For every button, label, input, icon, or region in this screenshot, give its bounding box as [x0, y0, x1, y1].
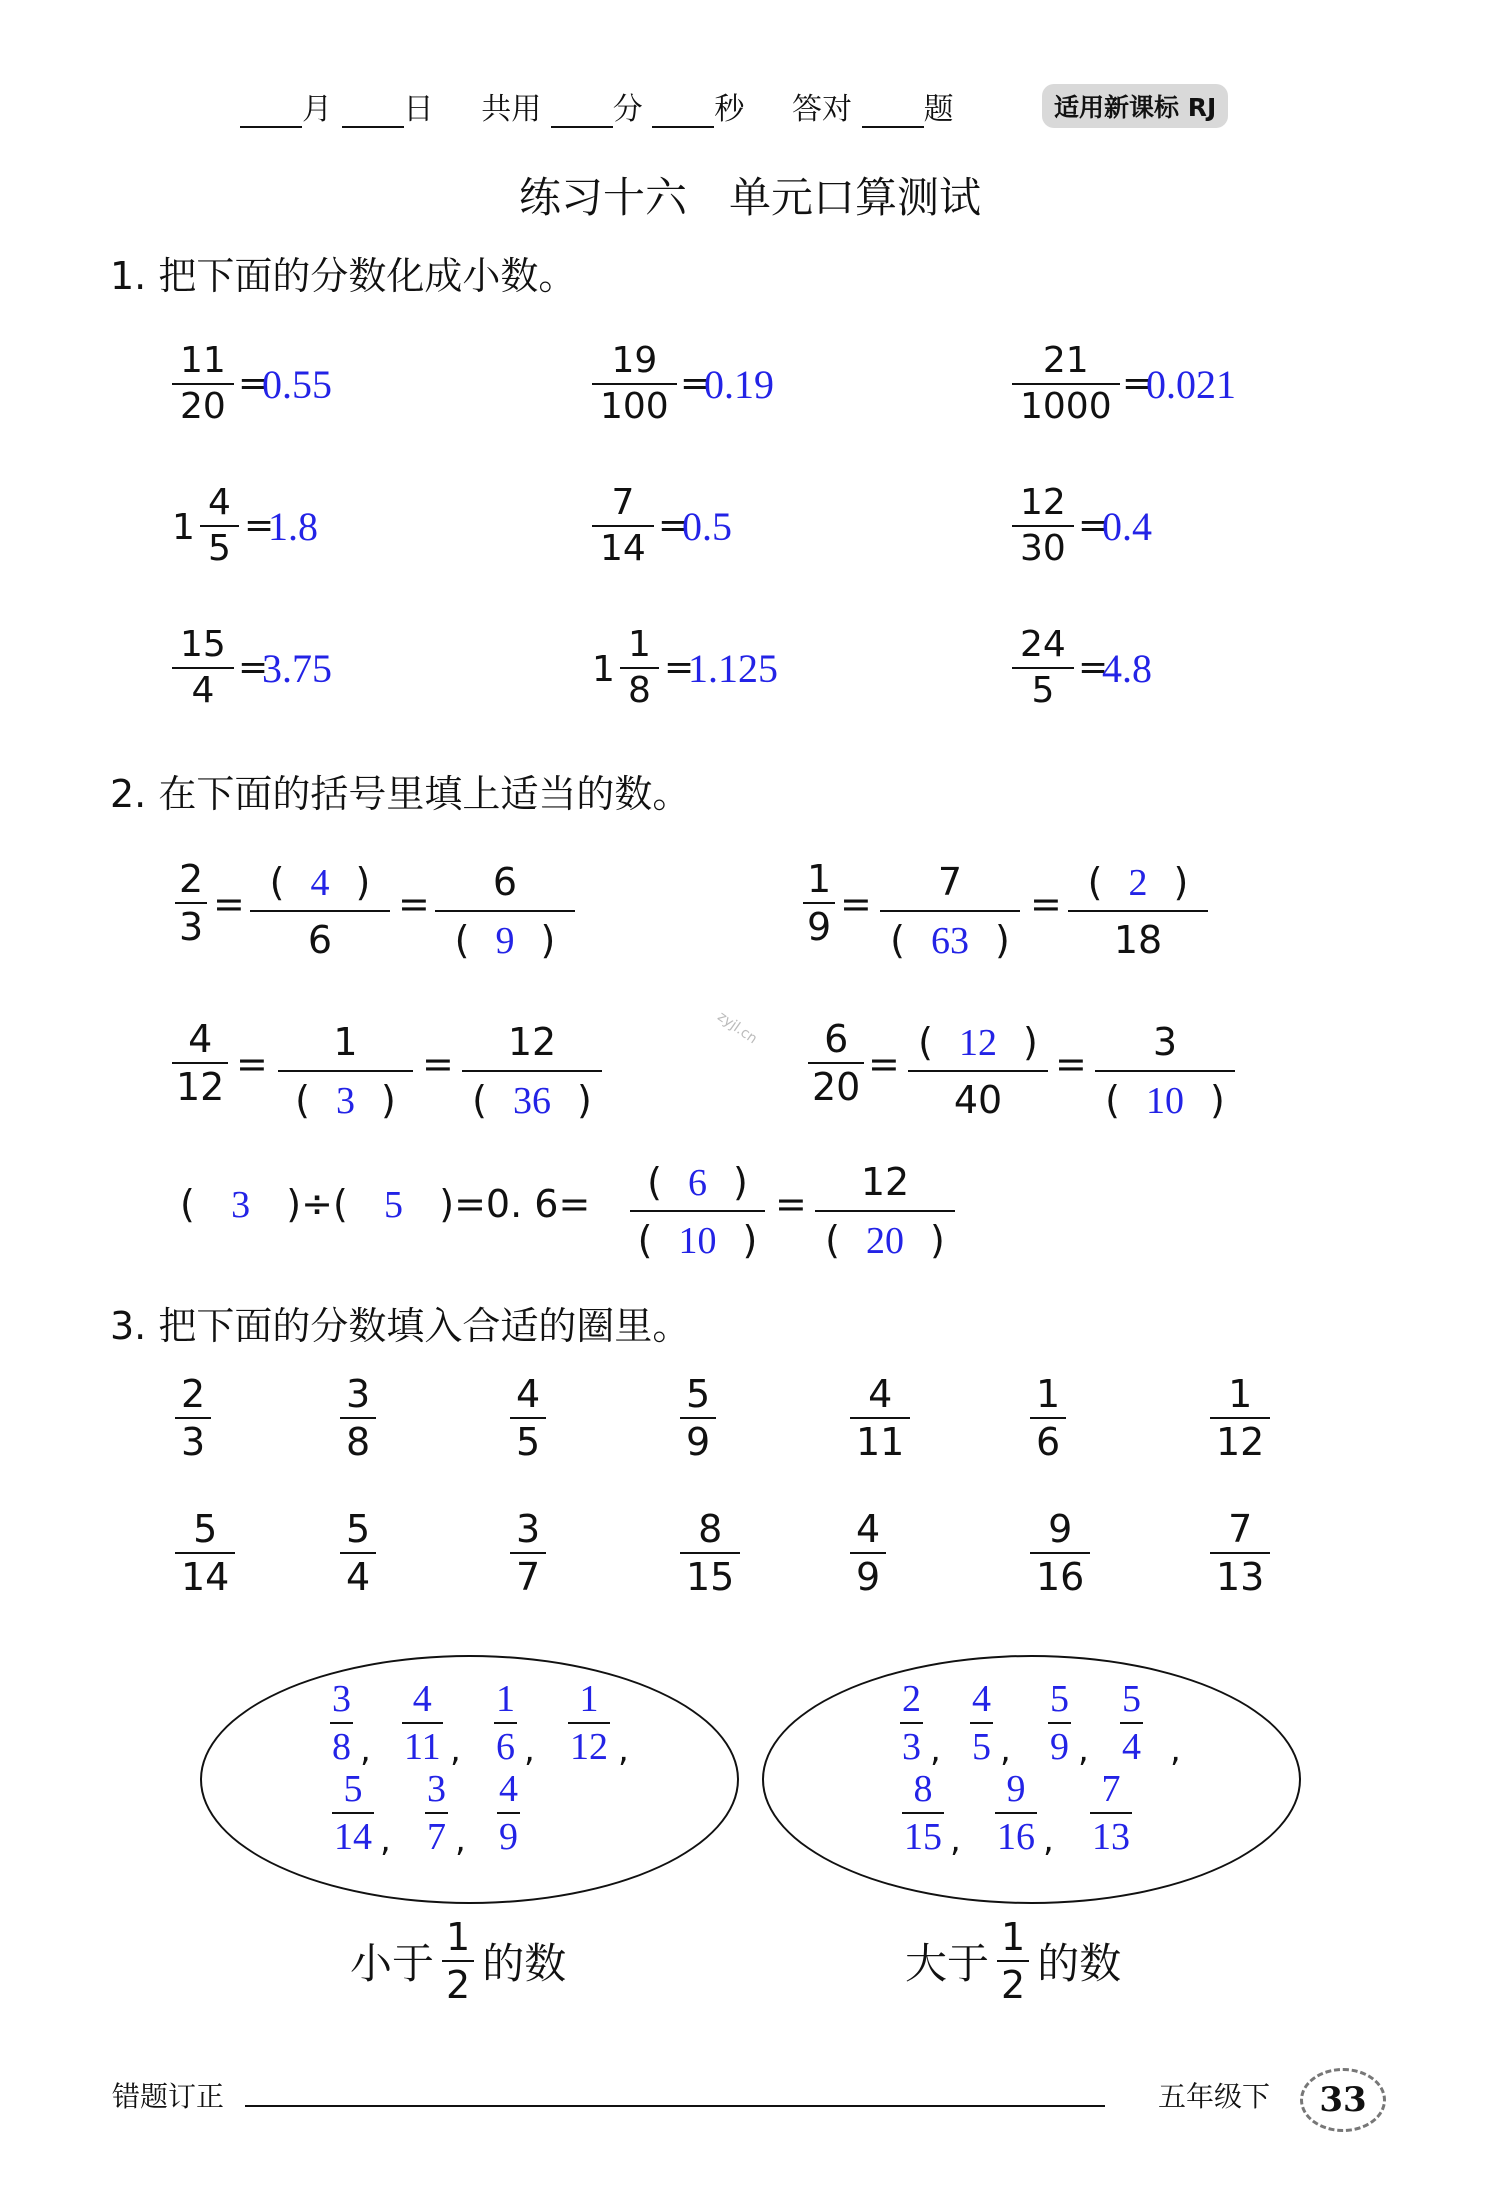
answer-value: 10: [1146, 1080, 1184, 1122]
q1-fraction-den: 30: [1020, 528, 1066, 569]
oval-fraction: [568, 1680, 610, 1766]
q1-fraction-num: 7: [611, 482, 635, 523]
q3-fraction-den: 12: [1216, 1420, 1265, 1464]
q2-num: 7: [937, 860, 963, 904]
oval-fraction-den: 13: [1092, 1816, 1130, 1858]
half-num: 1: [1001, 1915, 1026, 1959]
oval-fraction-den: 11: [404, 1726, 441, 1768]
paren-close: ): [733, 1160, 748, 1204]
oval-fraction-den: 12: [570, 1726, 608, 1768]
q3-fraction-num: 4: [856, 1507, 881, 1551]
equals-sign: =: [680, 363, 711, 404]
paren-close: ): [995, 918, 1010, 962]
answer-value: 5: [384, 1184, 404, 1226]
q3-fraction: [1030, 1372, 1066, 1464]
answer-value: 3: [336, 1080, 355, 1122]
paren-open: (: [1105, 1078, 1120, 1122]
oval-fraction-den: 8: [332, 1726, 351, 1768]
fraction-bar: [630, 1210, 765, 1212]
oval-fraction: [494, 1680, 517, 1766]
q3-fraction-num: 5: [686, 1372, 711, 1416]
division-sign: ÷: [301, 1182, 333, 1226]
q3-fraction: [1210, 1372, 1270, 1464]
page-title: 练习十六 单元口算测试: [518, 173, 981, 222]
paren-open: (: [472, 1078, 487, 1122]
answer-value: 63: [931, 920, 969, 962]
paren-close: ): [1210, 1078, 1225, 1122]
oval-fraction: [332, 1770, 374, 1856]
q2-given-num: 4: [188, 1017, 213, 1061]
q1-fraction-den: 14: [600, 528, 646, 569]
oval-fraction-num: 5: [343, 1768, 363, 1810]
q3-fraction-den: 14: [181, 1555, 230, 1599]
q1-fraction-num: 19: [611, 340, 658, 381]
q3-fraction-den: 7: [516, 1555, 541, 1599]
q1-fraction: [592, 482, 654, 569]
oval-fraction: [1048, 1680, 1071, 1766]
q1-fraction: [172, 340, 234, 427]
mixed-whole: 1: [592, 649, 615, 690]
less-than-half-caption-half: [442, 1915, 474, 2007]
correct-label: 答对: [792, 92, 853, 127]
q1-fraction: [620, 624, 659, 711]
q1-fraction-num: 15: [180, 624, 226, 665]
q3-fraction-den: 6: [1036, 1420, 1061, 1464]
mixed-whole: 1: [172, 507, 195, 548]
less-than-half-caption-prefix: 小于: [350, 1939, 435, 1988]
fraction-bar: [1095, 1070, 1235, 1072]
q3-fraction-num: 8: [698, 1507, 723, 1551]
q3-fraction-den: 4: [346, 1555, 371, 1599]
q1-fraction-den: 100: [600, 386, 669, 427]
answer-value: 6: [688, 1162, 707, 1204]
q2-label: 2. 在下面的括号里填上适当的数。: [110, 772, 691, 816]
paren-open: (: [180, 1182, 232, 1226]
paren-open: (: [454, 918, 470, 962]
blank-den: [630, 1218, 765, 1263]
correction-line[interactable]: [245, 2105, 1105, 2107]
comma: ,: [380, 1820, 391, 1860]
equals-sign: =: [1078, 505, 1109, 546]
oval-fraction-den: 15: [904, 1816, 942, 1858]
q2-row3-equation: [180, 1182, 590, 1227]
q1-fraction-num: 21: [1042, 340, 1089, 381]
paren-close: ): [250, 1182, 302, 1226]
fraction-bar: [815, 1210, 955, 1212]
q3-fraction-den: 8: [346, 1420, 371, 1464]
equals-sign: =: [840, 882, 872, 926]
equation-middle: =0. 6=: [454, 1182, 591, 1226]
comma: ,: [930, 1730, 941, 1770]
q2-num: 1: [333, 1020, 358, 1064]
answer-value: 12: [959, 1022, 997, 1064]
blank-den: [435, 918, 575, 963]
oval-fraction-num: 4: [972, 1678, 991, 1720]
equals-sign: =: [238, 647, 269, 688]
q2-den: 40: [953, 1078, 1003, 1122]
q3-fraction-num: 3: [346, 1372, 371, 1416]
seconds-blank[interactable]: [652, 96, 714, 128]
half-den: 2: [1001, 1963, 1026, 2007]
q1-fraction-den: 1000: [1020, 386, 1112, 427]
comma: ,: [455, 1820, 466, 1860]
comma: ,: [950, 1820, 961, 1860]
oval-fraction-den: 7: [427, 1816, 446, 1858]
equals-sign: =: [1030, 882, 1062, 926]
oval-fraction-num: 5: [1122, 1678, 1141, 1720]
q2-given-num: 6: [824, 1017, 849, 1061]
oval-fraction: [970, 1680, 993, 1766]
blank-num: [250, 860, 390, 905]
correction-label: 错题订正: [112, 2080, 225, 2113]
q2-num: 12: [507, 1020, 557, 1064]
half-num: 1: [446, 1915, 471, 1959]
q3-fraction: [680, 1507, 740, 1599]
q1-fraction-num: 1: [628, 624, 651, 665]
q3-fraction-num: 4: [868, 1372, 893, 1416]
month-label: 月: [302, 92, 332, 127]
minutes-label: 分: [612, 92, 643, 127]
q3-fraction-den: 15: [686, 1555, 735, 1599]
q1-answer: 0.55: [262, 362, 332, 407]
q1-answer: 0.19: [704, 362, 774, 407]
oval-fraction-den: 14: [334, 1816, 372, 1858]
comma: ,: [618, 1730, 629, 1770]
q2-given-den: 3: [179, 905, 204, 949]
answer-value: 2: [1128, 862, 1148, 904]
grade-label: 五年级下: [1158, 2080, 1271, 2113]
equals-sign: =: [244, 505, 275, 546]
oval-fraction-num: 2: [902, 1678, 921, 1720]
paren-close: ): [403, 1182, 455, 1226]
equals-sign: =: [1122, 363, 1153, 404]
oval-fraction-den: 5: [972, 1726, 991, 1768]
paren-close: ): [540, 918, 556, 962]
oval-fraction-num: 1: [579, 1678, 599, 1720]
oval-fraction-den: 6: [496, 1726, 515, 1768]
equals-sign: =: [664, 647, 695, 688]
oval-fraction: [995, 1770, 1037, 1856]
q1-fraction-den: 8: [628, 670, 651, 711]
q2-given-den: 20: [812, 1065, 861, 1109]
paren-close: ): [381, 1078, 396, 1122]
q1-fraction-den: 4: [191, 670, 215, 711]
month-blank[interactable]: [240, 96, 302, 128]
q3-fraction-den: 3: [181, 1420, 206, 1464]
questions-label: 题: [923, 92, 954, 127]
q3-fraction: [680, 1372, 716, 1464]
paren-close: ): [1173, 860, 1189, 904]
q3-fraction-den: 9: [856, 1555, 881, 1599]
q1-fraction-den: 5: [1031, 670, 1055, 711]
q3-fraction-num: 5: [193, 1507, 218, 1551]
oval-fraction: [1090, 1770, 1132, 1856]
oval-fraction: [425, 1770, 448, 1856]
comma: ,: [524, 1730, 535, 1770]
q2-given: [172, 1017, 228, 1109]
q1-fraction: [1012, 624, 1074, 711]
q3-fraction-num: 1: [1036, 1372, 1061, 1416]
oval-fraction-den: 16: [997, 1816, 1035, 1858]
q3-fraction: [850, 1507, 886, 1599]
q3-fraction: [340, 1372, 376, 1464]
oval-fraction: [900, 1680, 923, 1766]
answer-value: 20: [866, 1220, 904, 1262]
fraction-bar: [435, 910, 575, 912]
watermark: zyjl.cn: [714, 1008, 761, 1048]
oval-fraction-num: 3: [332, 1678, 351, 1720]
q1-answer: 0.021: [1146, 362, 1236, 407]
q3-fraction-den: 16: [1036, 1555, 1085, 1599]
q1-fraction-num: 24: [1020, 624, 1066, 665]
equals-sign: =: [238, 363, 269, 404]
q2-den: 18: [1113, 918, 1163, 962]
greater-than-half-caption-half: [997, 1915, 1029, 2007]
q1-answer: 3.75: [262, 646, 332, 691]
q2-given-num: 2: [179, 857, 204, 901]
q3-fraction-den: 5: [516, 1420, 541, 1464]
less-than-half-caption-suffix: 的数: [482, 1939, 567, 1988]
equals-sign: =: [775, 1182, 807, 1226]
q1-fraction-num: 12: [1020, 482, 1066, 523]
q3-fraction: [1030, 1507, 1090, 1599]
q3-fraction: [510, 1372, 546, 1464]
paren-close: ): [742, 1218, 758, 1262]
minutes-blank[interactable]: [551, 96, 613, 128]
fraction-bar: [278, 1070, 413, 1072]
answer-value: 4: [310, 862, 330, 904]
fraction-bar: [1068, 910, 1208, 912]
greater-than-half-caption-prefix: 大于: [905, 1939, 990, 1988]
oval-fraction: [902, 1770, 944, 1856]
q1-label: 1. 把下面的分数化成小数。: [110, 254, 577, 298]
oval-fraction: [330, 1680, 353, 1766]
q3-fraction-den: 13: [1216, 1555, 1265, 1599]
q2-given: [175, 857, 207, 949]
total-time-label: 共用: [481, 92, 542, 127]
oval-fraction-num: 4: [412, 1678, 432, 1720]
paren-open: (: [647, 1160, 662, 1204]
q2-num: 12: [860, 1160, 910, 1204]
q2-given-num: 1: [807, 857, 832, 901]
oval-fraction-num: 4: [499, 1768, 518, 1810]
oval-fraction-num: 3: [427, 1768, 446, 1810]
oval-fraction-num: 5: [1050, 1678, 1069, 1720]
q1-answer: 1.125: [688, 646, 778, 691]
paren-open: (: [332, 1182, 385, 1226]
q3-fraction: [510, 1507, 546, 1599]
paren-open: (: [890, 918, 905, 962]
paren-open: (: [825, 1218, 840, 1262]
q2-given: [803, 857, 835, 949]
paren-open: (: [1087, 860, 1103, 904]
equals-sign: =: [213, 882, 245, 926]
blank-num: [630, 1160, 765, 1205]
q3-fraction-num: 1: [1228, 1372, 1253, 1416]
q3-fraction-num: 3: [516, 1507, 541, 1551]
q1-fraction: [172, 624, 234, 711]
oval-fraction-num: 8: [913, 1768, 933, 1810]
seconds-label: 秒: [714, 92, 745, 127]
q2-given-den: 9: [807, 905, 832, 949]
comma: ,: [1043, 1820, 1054, 1860]
q1-fraction-den: 20: [180, 386, 226, 427]
comma: ,: [1170, 1730, 1181, 1770]
fraction-bar: [250, 910, 390, 912]
q2-den: 6: [307, 918, 333, 962]
q1-answer: 0.5: [682, 504, 732, 549]
q3-fraction: [850, 1372, 910, 1464]
q1-fraction: [200, 482, 239, 569]
oval-fraction: [402, 1680, 443, 1766]
blank-den: [880, 918, 1020, 963]
less-than-half-oval: [200, 1655, 739, 1904]
q1-fraction: [1012, 482, 1074, 569]
paren-open: (: [918, 1020, 933, 1064]
q2-num: 6: [492, 860, 518, 904]
q3-label: 3. 把下面的分数填入合适的圈里。: [110, 1304, 691, 1348]
q3-fraction-num: 9: [1048, 1507, 1073, 1551]
oval-fraction-num: 7: [1101, 1768, 1121, 1810]
q3-fraction-den: 9: [686, 1420, 711, 1464]
q3-fraction: [340, 1507, 376, 1599]
q1-fraction-num: 4: [208, 482, 231, 523]
q1-fraction: [1012, 340, 1120, 427]
q1-answer: 0.4: [1102, 504, 1152, 549]
paren-close: ): [930, 1218, 945, 1262]
less-than-half-caption: [350, 1915, 567, 2007]
oval-fraction-den: 9: [1050, 1726, 1069, 1768]
blank-num: [1068, 860, 1208, 905]
oval-fraction-num: 9: [1006, 1768, 1026, 1810]
q2-num: 3: [1152, 1020, 1178, 1064]
q3-fraction-num: 5: [346, 1507, 371, 1551]
half-den: 2: [446, 1963, 471, 2007]
blank-den: [1095, 1078, 1235, 1123]
comma: ,: [450, 1730, 461, 1770]
equals-sign: =: [422, 1042, 454, 1086]
header-line: [240, 84, 954, 128]
q1-fraction-num: 11: [180, 340, 226, 381]
greater-than-half-caption: [905, 1915, 1122, 2007]
q3-fraction-den: 11: [856, 1420, 905, 1464]
equals-sign: =: [868, 1042, 900, 1086]
q1-answer: 4.8: [1102, 646, 1152, 691]
paren-open: (: [295, 1078, 310, 1122]
q1-answer: 1.8: [268, 504, 318, 549]
paren-close: ): [1023, 1020, 1038, 1064]
paren-close: ): [355, 860, 371, 904]
correct-blank[interactable]: [862, 96, 924, 128]
q2-given: [808, 1017, 864, 1109]
fraction-bar: [462, 1070, 602, 1072]
day-blank[interactable]: [342, 96, 404, 128]
q3-fraction: [175, 1372, 211, 1464]
day-label: 日: [403, 92, 434, 127]
blank-num: [908, 1020, 1048, 1065]
answer-value: 3: [231, 1184, 251, 1226]
answer-value: 10: [678, 1220, 717, 1262]
answer-value: 36: [513, 1080, 551, 1122]
comma: ,: [1078, 1730, 1089, 1770]
oval-fraction: [497, 1770, 520, 1856]
q3-fraction-num: 2: [181, 1372, 206, 1416]
oval-fraction: [1120, 1680, 1143, 1766]
oval-fraction-den: 3: [902, 1726, 921, 1768]
q1-fraction: [592, 340, 677, 427]
q3-fraction-num: 7: [1228, 1507, 1253, 1551]
equals-sign: =: [236, 1042, 268, 1086]
blank-den: [462, 1078, 602, 1123]
q3-fraction: [1210, 1507, 1270, 1599]
equals-sign: =: [398, 882, 430, 926]
equals-sign: =: [658, 505, 689, 546]
paren-open: (: [269, 860, 285, 904]
equals-sign: =: [1055, 1042, 1087, 1086]
page-number: 33: [1300, 2068, 1386, 2132]
answer-value: 9: [495, 920, 515, 962]
equals-sign: =: [1078, 647, 1109, 688]
oval-fraction-num: 1: [496, 1678, 515, 1720]
comma: ,: [1000, 1730, 1011, 1770]
q3-fraction-num: 4: [516, 1372, 541, 1416]
curriculum-badge: 适用新课标 RJ: [1042, 84, 1228, 128]
blank-den: [278, 1078, 413, 1123]
paren-close: ): [577, 1078, 592, 1122]
comma: ,: [360, 1730, 371, 1770]
fraction-bar: [880, 910, 1020, 912]
oval-fraction-den: 4: [1122, 1726, 1141, 1768]
fraction-bar: [908, 1070, 1048, 1072]
q3-fraction: [175, 1507, 235, 1599]
q1-fraction-den: 5: [208, 528, 231, 569]
oval-fraction-den: 9: [499, 1816, 518, 1858]
paren-open: (: [637, 1218, 653, 1262]
greater-than-half-caption-suffix: 的数: [1037, 1939, 1122, 1988]
blank-den: [815, 1218, 955, 1263]
q2-given-den: 12: [176, 1065, 225, 1109]
